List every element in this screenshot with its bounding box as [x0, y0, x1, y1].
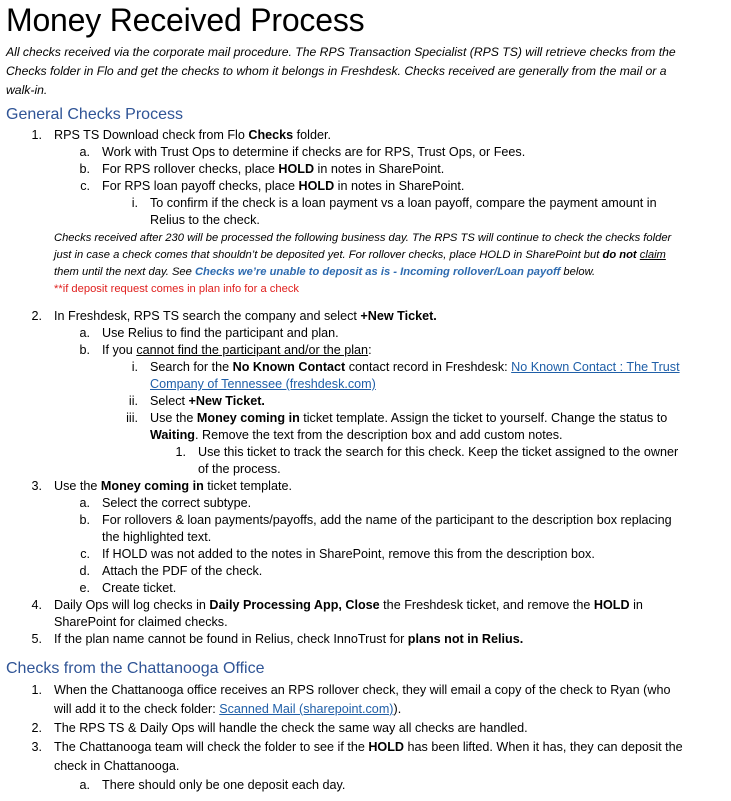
intro-line: walk-in. [6, 83, 48, 97]
list-item: In Freshdesk, RPS TS search the company and select +New Ticket. [54, 309, 437, 323]
list-item-continued: Waiting. Remove the text from the description box and add custom notes. [150, 428, 563, 442]
list-number: 1. [31, 128, 42, 142]
list-letter: a. [79, 778, 90, 792]
intro-line: All checks received via the corporate mail procedure. The RPS Transaction Specialist (RPS TS) will retrieve checks from the [6, 45, 676, 59]
list-item: Work with Trust Ops to determine if checks are for RPS, Trust Ops, or Fees. [102, 145, 526, 159]
freshdesk-contact-link[interactable]: Company of Tennessee (freshdesk.com) [150, 377, 376, 391]
list-number: 1. [175, 445, 186, 459]
list-item: When the Chattanooga office receives an RPS rollover check, they will email a copy of the check to Ryan (who [54, 683, 671, 697]
list-letter: b. [79, 162, 90, 176]
list-item: If the plan name cannot be found in Relius, check InnoTrust for plans not in Relius. [54, 632, 524, 646]
list-roman: iii. [126, 411, 138, 425]
list-item-continued: check in Chattanooga. [54, 759, 180, 773]
list-letter: d. [79, 564, 90, 578]
list-item: Use the Money coming in ticket template. Assign the ticket to yourself. Change the status to [150, 411, 668, 425]
list-item: If you cannot find the participant and/or the plan: [102, 343, 372, 357]
intro-paragraph [6, 43, 726, 100]
list-letter: b. [79, 343, 90, 357]
list-item: If HOLD was not added to the notes in SharePoint, remove this from the description box. [102, 547, 595, 561]
list-item: To confirm if the check is a loan payment vs a loan payoff, compare the payment amount in [150, 196, 657, 210]
list-number: 3. [31, 740, 42, 754]
list-item-continued: the highlighted text. [102, 530, 212, 544]
list-number: 1. [31, 683, 42, 697]
list-roman: ii. [128, 394, 138, 408]
italic-note: Checks received after 230 will be processed the following business day. The RPS TS will continue to check the checks folder [54, 232, 672, 244]
list-number: 5. [31, 632, 42, 646]
italic-note: them until the next day. See Checks we’re unable to deposit as is - Incoming rollover/Loan payoff below. [54, 266, 596, 278]
list-letter: a. [79, 496, 90, 510]
list-item-continued: Relius to the check. [150, 213, 260, 227]
list-letter: b. [79, 513, 90, 527]
list-number: 3. [31, 479, 42, 493]
list-number: 4. [31, 598, 42, 612]
section-heading-general: General Checks Process [6, 106, 183, 123]
list-item: Select +New Ticket. [150, 394, 265, 408]
list-roman: i. [131, 196, 138, 210]
list-number: 2. [31, 721, 42, 735]
red-note: **if deposit request comes in plan info for a check [54, 283, 300, 295]
list-item: For RPS rollover checks, place HOLD in notes in SharePoint. [102, 162, 445, 176]
list-item: For RPS loan payoff checks, place HOLD in notes in SharePoint. [102, 179, 465, 193]
list-letter: c. [80, 179, 90, 193]
list-item: Attach the PDF of the check. [102, 564, 263, 578]
list-item-continued: SharePoint for claimed checks. [54, 615, 228, 629]
list-item: Use this ticket to track the search for this check. Keep the ticket assigned to the owner [198, 445, 679, 459]
list-item: Daily Ops will log checks in Daily Processing App, Close the Freshdesk ticket, and remove the HOLD in [54, 598, 643, 612]
list-item: Use Relius to find the participant and plan. [102, 326, 339, 340]
list-item: There should only be one deposit each day. [102, 778, 346, 792]
intro-line: Checks folder in Flo and get the checks to whom it belongs in Freshdesk. Checks received are generally from the mail or a [6, 64, 667, 78]
list-item: RPS TS Download check from Flo Checks folder. [54, 128, 331, 142]
section-heading-chattanooga: Checks from the Chattanooga Office [6, 660, 265, 677]
list-letter: c. [80, 547, 90, 561]
freshdesk-contact-link[interactable]: No Known Contact : The Trust [511, 360, 680, 374]
list-item: Use the Money coming in ticket template. [54, 479, 292, 493]
list-item: Select the correct subtype. [102, 496, 252, 510]
list-item-continued [150, 376, 376, 393]
page-title: Money Received Process [6, 2, 365, 38]
list-item: The Chattanooga team will check the folder to see if the HOLD has been lifted. When it has, they can deposit the [54, 740, 683, 754]
italic-note: just in case a check comes that shouldn’t be deposited yet. For rollover checks, place HOLD in SharePoint but do not claim [54, 249, 666, 261]
scanned-mail-link[interactable]: Scanned Mail (sharepoint.com) [219, 702, 394, 716]
list-item-continued: will add it to the check folder: Scanned Mail (sharepoint.com)). [54, 702, 402, 716]
list-letter: a. [79, 145, 90, 159]
list-item: For rollovers & loan payments/payoffs, add the name of the participant to the description box replacing [102, 513, 672, 527]
list-item: The RPS TS & Daily Ops will handle the check the same way all checks are handled. [54, 721, 528, 735]
list-item: Search for the No Known Contact contact record in Freshdesk: No Known Contact : The Trust [150, 360, 680, 374]
note-link[interactable]: Checks we’re unable to deposit as is - Incoming rollover/Loan payoff [194, 266, 561, 278]
list-letter: a. [79, 326, 90, 340]
list-number: 2. [31, 309, 42, 323]
list-item-continued: of the process. [198, 462, 281, 476]
list-roman: i. [131, 360, 138, 374]
list-letter: e. [79, 581, 90, 595]
list-item: Create ticket. [102, 581, 177, 595]
